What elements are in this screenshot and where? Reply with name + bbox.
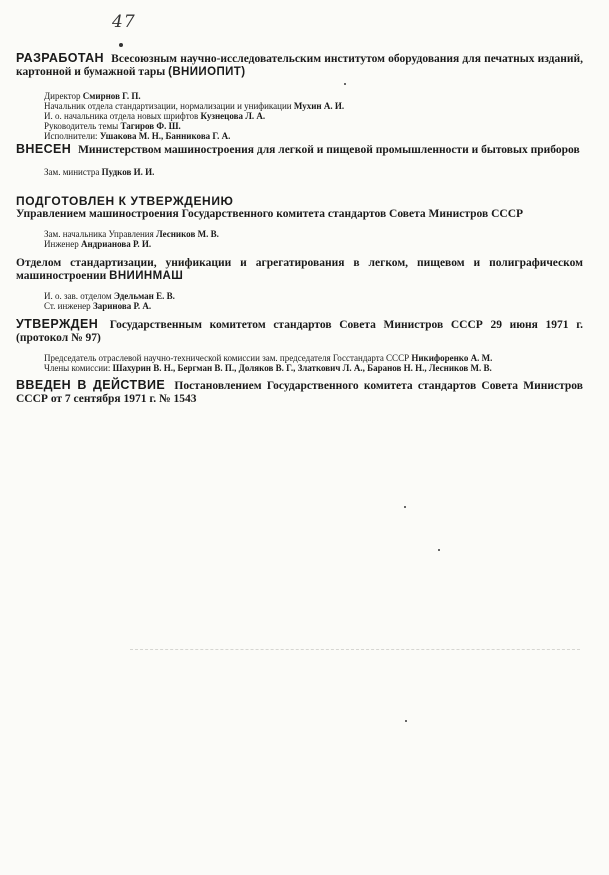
developed-heading: РАЗРАБОТАН bbox=[16, 51, 104, 65]
person-name: Пудков И. И. bbox=[101, 167, 155, 177]
submitted-body: Министерством машиностроения для легкой и пищевой промышленности и бытовых приборов bbox=[78, 144, 580, 156]
department-body: Отделом стандартизации, унификации и агрегатирования в легком, пищевом и полиграфическом машиностроении bbox=[16, 257, 583, 282]
developed-body: Всесоюзным научно-исследовательским институтом оборудования для печатных изданий, картонной и бумажной тары bbox=[16, 53, 583, 78]
person-name: Кузнецова Л. А. bbox=[200, 111, 266, 121]
section-enacted bbox=[16, 379, 583, 406]
person-role: Зам. министра bbox=[44, 167, 100, 177]
enacted-text bbox=[16, 379, 583, 406]
person-line bbox=[16, 239, 583, 249]
scan-speck bbox=[405, 720, 407, 722]
developed-abbrev: (ВНИИОПИТ) bbox=[168, 66, 246, 78]
enacted-heading: ВВЕДЕН В ДЕЙСТВИЕ bbox=[16, 378, 166, 392]
submitted-text bbox=[16, 143, 583, 157]
person-name: Заринова Р. А. bbox=[92, 301, 152, 311]
person-name: Никифоренко А. М. bbox=[411, 353, 493, 363]
person-role: Исполнители: bbox=[44, 131, 98, 141]
person-line bbox=[16, 91, 583, 101]
person-name: Мухин А. И. bbox=[293, 101, 345, 111]
person-name: Лесников М. В. bbox=[156, 229, 219, 239]
person-name: Смирнов Г. П. bbox=[82, 91, 141, 101]
person-role: Ст. инженер bbox=[44, 301, 91, 311]
person-role: Члены комиссии: bbox=[44, 363, 111, 373]
person-line bbox=[16, 167, 583, 177]
approved-body: Государственным комитетом стандартов Совета Министров СССР 29 июня 1971 г. (протокол № 97) bbox=[16, 319, 584, 344]
person-name: Шахурин В. Н., Бергман В. П., Доляков В. Г., Златкович Л. А., Баранов Н. Н., Лесников М. В. bbox=[112, 363, 492, 373]
person-line bbox=[16, 131, 583, 141]
person-line bbox=[16, 111, 583, 121]
person-role: И. о. начальника отдела новых шрифтов bbox=[44, 111, 199, 121]
person-line bbox=[16, 121, 583, 131]
enacted-body: Постановлением Государственного комитета стандартов Совета Министров СССР от 7 сентября 1971 г. № 1543 bbox=[16, 380, 583, 405]
person-name: Тагиров Ф. Ш. bbox=[120, 121, 181, 131]
person-role: Руководитель темы bbox=[44, 121, 119, 131]
person-line bbox=[16, 301, 583, 311]
person-line bbox=[16, 229, 583, 239]
person-name: Андрианова Р. И. bbox=[80, 239, 152, 249]
person-name: Эдельман Е. В. bbox=[113, 291, 175, 301]
handwritten-page-number: 47 bbox=[112, 12, 136, 32]
ink-dot bbox=[119, 43, 123, 47]
section-approved bbox=[16, 318, 583, 373]
scan-speck bbox=[404, 506, 406, 508]
person-line bbox=[16, 363, 583, 373]
person-line bbox=[16, 353, 583, 363]
person-role: Инженер bbox=[44, 239, 79, 249]
section-department bbox=[16, 257, 583, 311]
department-text bbox=[16, 257, 583, 283]
scan-speck bbox=[344, 83, 346, 85]
person-role: Председатель отраслевой научно-технической комиссии зам. председателя Госстандарта СССР bbox=[44, 353, 410, 363]
scan-speck bbox=[438, 549, 440, 551]
prepared-heading: ПОДГОТОВЛЕН К УТВЕРЖДЕНИЮ bbox=[16, 194, 234, 208]
person-role: Директор bbox=[44, 91, 81, 101]
person-line bbox=[16, 291, 583, 301]
section-submitted bbox=[16, 143, 583, 177]
section-developed bbox=[16, 52, 583, 141]
developed-text bbox=[16, 52, 583, 79]
section-prepared bbox=[16, 194, 583, 249]
scan-artifact-line bbox=[130, 649, 580, 650]
person-role: И. о. зав. отделом bbox=[44, 291, 112, 301]
approved-text bbox=[16, 318, 583, 345]
department-abbrev: ВНИИНМАШ bbox=[109, 270, 184, 282]
person-line bbox=[16, 101, 583, 111]
person-role: Зам. начальника Управления bbox=[44, 229, 154, 239]
submitted-heading: ВНЕСЕН bbox=[16, 142, 72, 156]
prepared-body: Управлением машиностроения Государственного комитета стандартов Совета Министров СССР bbox=[16, 208, 524, 220]
person-name: Ушакова М. Н., Банникова Г. А. bbox=[99, 131, 231, 141]
person-role: Начальник отдела стандартизации, нормализации и унификации bbox=[44, 101, 292, 111]
approved-heading: УТВЕРЖДЕН bbox=[16, 317, 99, 331]
